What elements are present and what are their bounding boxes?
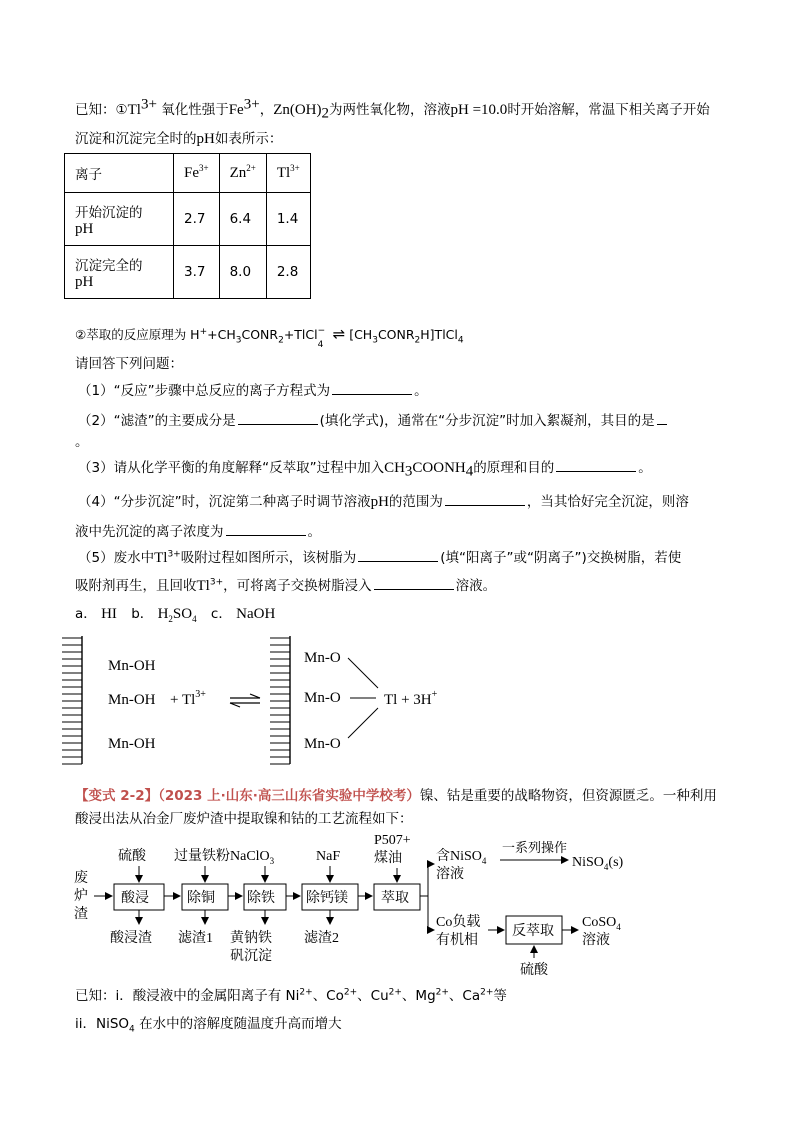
variant-source: （2023 上·山东·高三山东省实验中学校考） — [158, 788, 420, 804]
left-group: Mn-OH — [108, 736, 156, 752]
table-header-tl: $Tl^{3+}$ — [266, 154, 310, 193]
answer-blank[interactable] — [556, 457, 636, 472]
table-cell: 3.7 — [174, 246, 220, 299]
variant-tag: 【变式 2-2】 — [75, 788, 159, 804]
process-flow-diagram — [70, 830, 740, 980]
flow-input: P507+ — [374, 833, 411, 848]
svg-text:萃取: 萃取 — [381, 891, 409, 906]
flow-output: 滤渣1 — [178, 931, 213, 946]
variant-line-2: 酸浸出法从冶金厂废炉渣中提取镍和钴的工艺流程如下： — [75, 811, 413, 827]
co-phase-organic: 有机相 — [436, 933, 478, 948]
known-line-2: 沉淀和沉淀完全时的pH如表所示： — [75, 131, 283, 147]
answer-blank[interactable] — [332, 380, 412, 395]
table-row-label: 开始沉淀的 pH — [65, 193, 174, 246]
table-header-zn: $Zn^{2+}$ — [219, 154, 266, 193]
coso4-solution: 溶液 — [582, 933, 610, 948]
option-a: HI — [101, 606, 117, 622]
svg-text:除铜: 除铜 — [187, 891, 215, 906]
flow-input: 过量铁粉 — [174, 849, 230, 864]
table-row — [65, 193, 311, 246]
flow-output: 滤渣2 — [304, 931, 339, 946]
product-tl: Tl + 3H+ — [384, 689, 438, 708]
questions-intro: 请回答下列问题： — [75, 356, 183, 372]
left-resin-block — [62, 636, 82, 764]
table-row-label: 沉淀完全的 pH — [65, 246, 174, 299]
table-row — [65, 246, 311, 299]
table-header-row — [65, 154, 311, 193]
left-group: Mn-OH — [108, 692, 156, 708]
question-5: （5）废水中$Tl^{3+}$吸附过程如图所示，该树脂为 (填“阳离子”或“阴离子”)交换树脂，若使 — [78, 547, 681, 568]
co-phase: Co负载 — [436, 915, 481, 930]
answer-blank[interactable] — [238, 410, 318, 425]
flow-input: 煤油 — [374, 851, 402, 866]
right-group: Mn-O — [304, 736, 341, 752]
answer-blank[interactable] — [374, 575, 454, 590]
flow-output: 矾沉淀 — [230, 949, 272, 964]
svg-text:除铁: 除铁 — [247, 891, 275, 906]
extraction-principle: ②萃取的反应原理为 $H^++CH_3CONR_2+TlCl$ − 4 ⇌ $[CH_3CONR_2H]TlCl_4$ — [75, 325, 464, 350]
coso4-product: CoSO$_4$ — [582, 915, 621, 932]
ph-table — [64, 153, 311, 299]
flow-start: 渣 — [74, 907, 88, 922]
question-5-options: a． HI b． $H_2SO_4$ c． NaOH — [75, 606, 276, 624]
flow-input: NaClO$_3$ — [230, 849, 275, 866]
equilibrium-arrow: ⇌ — [332, 325, 346, 343]
answer-blank[interactable] — [445, 491, 525, 506]
flow-output: 黄钠铁 — [230, 931, 272, 946]
flow-input: NaF — [316, 849, 341, 864]
tl-bond-lines — [348, 658, 378, 738]
table-cell: 2.7 — [174, 193, 220, 246]
flow-start: 废 — [74, 871, 88, 886]
table-header-ion: 离子 — [65, 154, 174, 193]
svg-text:反萃取: 反萃取 — [512, 924, 554, 939]
left-group: Mn-OH — [108, 658, 156, 674]
svg-text:除钙镁: 除钙镁 — [306, 891, 348, 906]
option-c: NaOH — [236, 606, 276, 622]
question-2: （2）“滤渣”的主要成分是 (填化学式)，通常在“分步沉淀”时加入絮凝剂，其目的是 — [78, 410, 669, 431]
question-5-line-2: 吸附剂再生，且回收$Tl^{3+}$，可将离子交换树脂浸入 溶液。 — [75, 575, 496, 596]
option-b: $H_2SO_4$ — [157, 606, 197, 624]
variant-heading: 【变式 2-2】（2023 上·山东·高三山东省实验中学校考）镍、钴是重要的战略物资，但资源匮乏。一种利用 — [75, 788, 717, 804]
question-2-end: 。 — [75, 434, 89, 450]
table-cell: 6.4 — [219, 193, 266, 246]
table-header-fe: $Fe^{3+}$ — [174, 154, 220, 193]
table-cell: 1.4 — [266, 193, 310, 246]
series-operation: 一系列操作 — [502, 840, 568, 855]
answer-blank[interactable] — [358, 547, 438, 562]
table-cell: 2.8 — [266, 246, 310, 299]
ni-phase: 含NiSO$_4$ — [436, 849, 487, 866]
plus-ion: + $Tl^{3+}$ — [170, 689, 206, 708]
flow-input: 硫酸 — [118, 849, 146, 864]
table-cell: 8.0 — [219, 246, 266, 299]
resin-adsorption-diagram — [60, 630, 480, 770]
flow-output: 酸浸渣 — [110, 931, 152, 946]
known-line-1: 已知：$①Tl^{3+}$ 氧化性强于$Fe^{3+}$，$Zn(OH)_2$为两性氧化物，溶液pH =10.0时开始溶解，常温下相关离子开始 — [75, 96, 710, 122]
question-4: （4）“分步沉淀”时，沉淀第二种离子时调节溶液pH的范围为 ，当其恰好完全沉淀，则溶 — [78, 491, 689, 512]
svg-text:酸浸: 酸浸 — [121, 891, 149, 906]
right-group: Mn-O — [304, 690, 341, 706]
answer-blank[interactable] — [657, 410, 667, 425]
ni-phase-solution: 溶液 — [436, 867, 464, 882]
question-4-line-2: 液中先沉淀的离子浓度为 。 — [75, 521, 321, 542]
answer-blank[interactable] — [226, 521, 306, 536]
equilibrium-arrows — [230, 694, 260, 707]
right-resin-block — [270, 636, 290, 764]
question-1: （1）“反应”步骤中总反应的离子方程式为 。 — [78, 380, 428, 401]
known2-line-1: 已知：i．酸浸液中的金属阳离子有 $Ni^{2+}$、$Co^{2+}$、$Cu^{2+}$、$Mg^{2+}$、$Ca^{2+}$等 — [75, 987, 507, 1004]
strip-acid: 硫酸 — [520, 963, 548, 978]
flow-start: 炉 — [74, 889, 88, 904]
question-3: （3）请从化学平衡的角度解释“反萃取”过程中加入$CH_3COONH_4$的原理和目的 。 — [78, 457, 652, 478]
niso4-product: NiSO$_4$(s) — [572, 855, 624, 872]
known2-line-2: ii．NiSO$_4$ 在水中的溶解度随温度升高而增大 — [75, 1016, 342, 1035]
right-group: Mn-O — [304, 650, 341, 666]
